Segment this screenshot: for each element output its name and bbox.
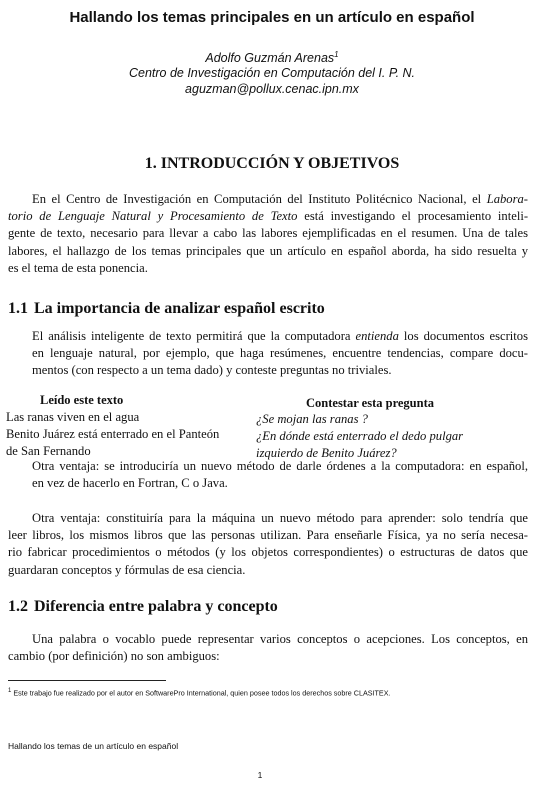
s11p3-line-1: Otra ventaja: constituiría para la máquina un nuevo método para aprender: solo tendría que	[32, 511, 528, 525]
s11-line-1b: entienda	[355, 329, 399, 343]
section-1-2-paragraph	[8, 631, 528, 665]
s11-line-3: mentos (con respecto a un tema dado) y conteste preguntas no triviales.	[32, 363, 392, 378]
footnote	[8, 688, 391, 697]
table-left-cell-1: Las ranas viven en el agua	[6, 410, 140, 424]
table-left-cell-3: de San Fernando	[6, 444, 91, 458]
s1-line-1a: En el Centro de Investigación en Computación del Instituto Politécnico Nacional, el	[32, 192, 487, 206]
s11p3-line-4: guardaran conceptos y fórmulas de esa ciencia.	[8, 562, 246, 577]
table-left-cell-2: Benito Juárez está enterrado en el Panteón	[6, 427, 220, 441]
s1-line-1b: Labora-	[486, 192, 528, 206]
page-number: 1	[257, 770, 263, 780]
table-right-cell-2: ¿En dónde está enterrado el dedo pulgar	[256, 429, 464, 443]
author-footnote-mark: 1	[334, 50, 339, 59]
s11p3-line-3: rio fabricar procedimientos o métodos (y los objetos correspondientes) o estructuras de datos que	[8, 545, 528, 560]
footnote-text: Este trabajo fue realizado por el autor en SoftwarePro International, quien posee todos los derechos sobre CLASITEX.	[13, 688, 391, 698]
section-1-paragraph	[8, 191, 528, 277]
footnote-divider	[8, 680, 166, 681]
s1-line-1	[8, 191, 528, 208]
section-1-1-paragraph-2	[8, 458, 528, 492]
author-email: aguzman@pollux.cenac.ipn.mx	[185, 82, 359, 96]
table-right-header: Contestar esta pregunta	[306, 396, 435, 410]
s1-line-2	[8, 208, 528, 225]
section-1-1-paragraph	[8, 328, 528, 380]
section-1-2-heading	[8, 598, 278, 616]
s12-line-1: Una palabra o vocablo puede representar varios conceptos o acepciones. Los conceptos, en	[32, 632, 528, 646]
s1-line-5: es el tema de esta ponencia.	[8, 260, 148, 275]
table-right-cell-1: ¿Se mojan las ranas ?	[256, 412, 368, 426]
section-1-heading: 1. INTRODUCCIÓN Y OBJETIVOS	[144, 155, 400, 172]
section-1-1-number: 1.1	[8, 300, 28, 317]
s11p2-line-1: Otra ventaja: se introduciría un nuevo método de darle órdenes a la computadora: en español,	[32, 459, 528, 473]
table-right-cell-3: izquierdo de Benito Juárez?	[256, 446, 397, 460]
section-1-1-heading	[8, 300, 325, 318]
s1-line-3: gente de texto, necesario para llevar a cabo las labores ejemplificadas en el resumen. Una de tales	[8, 226, 528, 241]
author-affiliation: Centro de Investigación en Computación del I. P. N.	[128, 66, 416, 80]
s11p2-line-2: en vez de hacerlo en Fortran, C o Java.	[32, 476, 228, 491]
author-name	[0, 50, 544, 65]
section-1-1-title: La importancia de analizar español escrito	[34, 300, 325, 317]
section-1-1-paragraph-3	[8, 510, 528, 579]
paper-title: Hallando los temas principales en un artículo en español	[69, 9, 475, 26]
s11p3-line-2: leer libros, los mismos libros que las personas utilizan. Para enseñarle Física, ya no sería necesa-	[8, 528, 528, 543]
s1-line-2b: está investigando el procesamiento inteli-	[297, 209, 529, 224]
s11-line-1c: los documentos escritos	[398, 329, 528, 343]
page-footer: Hallando los temas de un artículo en español	[8, 741, 179, 751]
section-1-2-number: 1.2	[8, 598, 28, 615]
s1-line-4: labores, el hallazgo de los temas principales que un artículo en español aborda, ha sido resuelta y	[8, 243, 528, 258]
section-1-2-title: Diferencia entre palabra y concepto	[34, 598, 278, 615]
s11-line-1a: El análisis inteligente de texto permitirá que la computadora	[32, 329, 356, 343]
s11-line-1	[8, 328, 528, 345]
s12-line-2: cambio (por definición) no son ambiguos:	[8, 649, 220, 664]
s1-line-2a: torio de Lenguaje Natural y Procesamiento de Texto	[8, 209, 298, 224]
table-left-header: Leído este texto	[40, 393, 124, 407]
author-name-text: Adolfo Guzmán Arenas	[205, 51, 335, 66]
footnote-mark: 1	[8, 688, 12, 694]
s11-line-2: en lenguaje natural, por ejemplo, que haga resúmenes, encuentre tendencias, compare docu-	[32, 346, 528, 361]
